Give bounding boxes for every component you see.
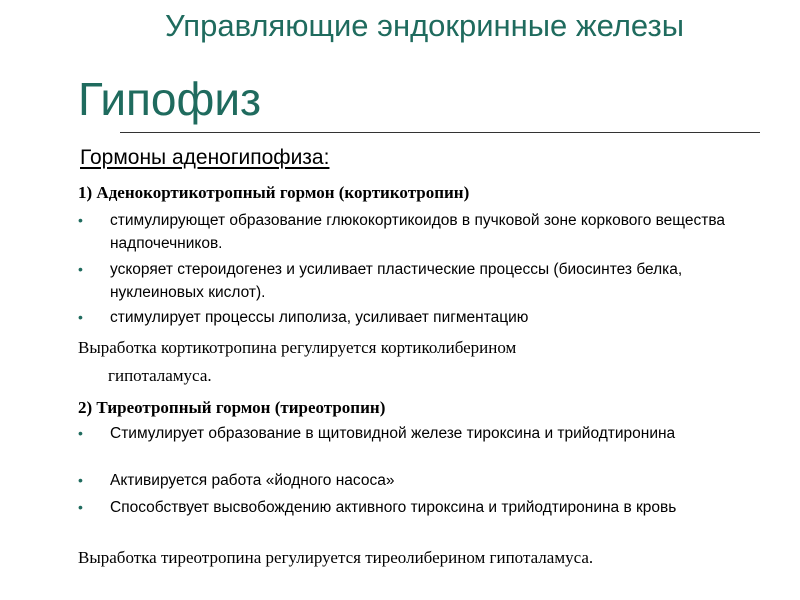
bullet-icon: • xyxy=(78,309,83,325)
bullet-text: Активируется работа «йодного насоса» xyxy=(110,472,395,489)
bullet-item xyxy=(78,258,728,304)
section-2-title: 2) Тиреотропный гормон (тиреотропин) xyxy=(78,398,386,417)
slide-header-title: Управляющие эндокринные железы xyxy=(165,8,684,43)
bullet-item xyxy=(78,496,728,519)
bullet-icon: • xyxy=(78,425,83,441)
note-line: Выработка тиреотропина регулируется тиреолиберином гипоталамуса. xyxy=(78,548,594,567)
bullet-icon: • xyxy=(78,499,83,515)
bullet-text: Стимулирует образование в щитовидной железе тироксина и трийодтиронина xyxy=(110,425,676,442)
note-line: гипоталамуса. xyxy=(108,366,212,385)
note-line: Выработка кортикотропина регулируется кортиколиберином xyxy=(78,338,517,357)
bullet-item xyxy=(78,306,728,329)
bullet-item xyxy=(78,422,728,445)
section-2-note xyxy=(78,544,593,572)
bullet-item xyxy=(78,209,728,255)
bullet-icon: • xyxy=(78,261,83,277)
section-1-note xyxy=(78,334,516,390)
bullet-text: стимулирует процессы липолиза, усиливает пигментацию xyxy=(110,309,529,326)
bullet-text: ускоряет стероидогенез и усиливает пластические процессы (биосинтез белка, нуклеиновых кислот). xyxy=(110,261,683,301)
section-1-title: 1) Аденокортикотропный гормон (кортикотропин) xyxy=(78,183,470,202)
slide-main-title: Гипофиз xyxy=(78,73,262,125)
bullet-icon: • xyxy=(78,472,83,488)
bullet-text: Способствует высвобождению активного тироксина и трийодтиронина в кровь xyxy=(110,499,677,516)
bullet-icon: • xyxy=(78,212,83,228)
bullet-item xyxy=(78,469,728,492)
bullet-text: стимулирующет образование глюкокортикоидов в пучковой зоне коркового вещества надпочечников. xyxy=(110,212,726,252)
section-subheading: Гормоны аденогипофиза: xyxy=(80,146,330,169)
title-divider xyxy=(120,132,760,133)
